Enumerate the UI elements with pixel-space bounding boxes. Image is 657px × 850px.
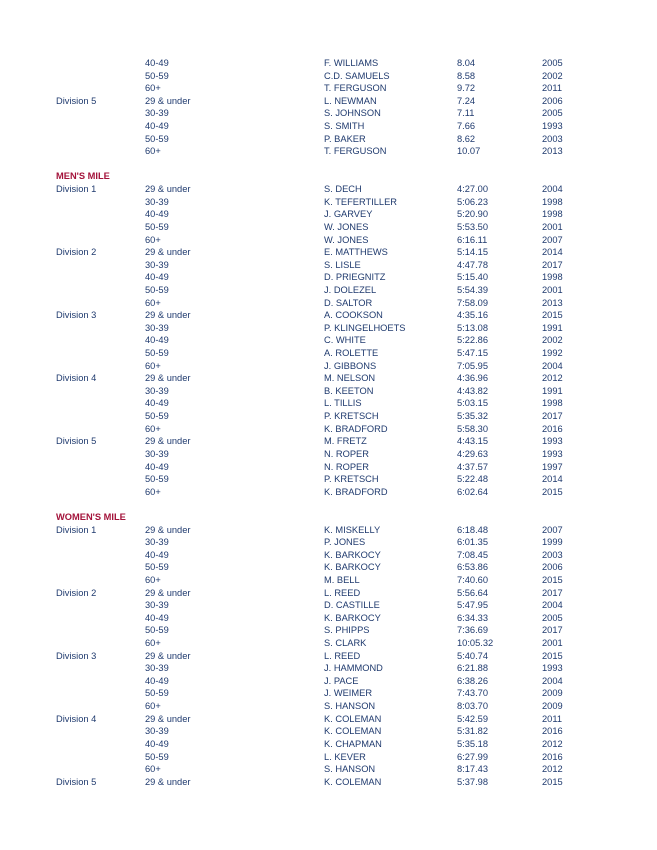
year-cell: 2006	[542, 562, 563, 573]
time-cell: 4:29.63	[457, 448, 489, 459]
age-group-cell: 40-49	[145, 675, 169, 686]
record-row	[0, 234, 657, 247]
name-cell: M. NELSON	[324, 373, 376, 384]
record-row	[0, 662, 657, 675]
record-row	[0, 133, 657, 146]
age-group-cell: 40-49	[145, 209, 169, 220]
record-row	[0, 208, 657, 221]
age-group-cell: 60+	[145, 234, 161, 245]
time-cell: 10:05.32	[457, 638, 494, 649]
age-group-cell: 60+	[145, 638, 161, 649]
name-cell: K. BRADFORD	[324, 486, 388, 497]
name-cell: M. FRETZ	[324, 436, 367, 447]
time-cell: 5:37.98	[457, 776, 489, 787]
age-group-cell: 29 & under	[145, 776, 191, 787]
age-group-cell: 29 & under	[145, 713, 191, 724]
division-cell: Division 5	[56, 95, 97, 106]
record-row	[0, 145, 657, 158]
name-cell: J. PACE	[324, 675, 359, 686]
time-cell: 9.72	[457, 83, 476, 94]
age-group-cell: 40-49	[145, 549, 169, 560]
record-row	[0, 196, 657, 209]
time-cell: 4:43.82	[457, 385, 489, 396]
division-cell: Division 5	[56, 776, 97, 787]
year-cell: 2005	[542, 58, 563, 68]
year-cell: 2014	[542, 247, 563, 258]
age-group-cell: 60+	[145, 423, 161, 434]
year-cell: 2017	[542, 411, 563, 422]
name-cell: S. JOHNSON	[324, 108, 381, 119]
time-cell: 5:13.08	[457, 322, 489, 333]
name-cell: K. COLEMAN	[324, 776, 382, 787]
year-cell: 2009	[542, 688, 563, 699]
age-group-cell: 60+	[145, 146, 161, 157]
name-cell: J. GARVEY	[324, 209, 373, 220]
name-cell: C.D. SAMUELS	[324, 70, 390, 81]
division-cell: Division 2	[56, 587, 97, 598]
division-cell: Division 1	[56, 184, 97, 195]
record-row	[0, 536, 657, 549]
year-cell: 2006	[542, 95, 563, 106]
year-cell: 2002	[542, 335, 563, 346]
age-group-cell: 60+	[145, 360, 161, 371]
record-row	[0, 751, 657, 764]
time-cell: 4:36.96	[457, 373, 489, 384]
record-row	[0, 435, 657, 448]
time-cell: 7:08.45	[457, 549, 489, 560]
year-cell: 1998	[542, 196, 563, 207]
time-cell: 5:22.86	[457, 335, 489, 346]
record-row	[0, 410, 657, 423]
time-cell: 5:31.82	[457, 726, 489, 737]
record-row	[0, 574, 657, 587]
record-row	[0, 120, 657, 133]
age-group-cell: 50-59	[145, 474, 169, 485]
time-cell: 10.07	[457, 146, 481, 157]
name-cell: L. NEWMAN	[324, 95, 377, 106]
time-cell: 8:17.43	[457, 764, 489, 775]
age-group-cell: 29 & under	[145, 587, 191, 598]
time-cell: 7:40.60	[457, 574, 489, 585]
record-row	[0, 738, 657, 751]
record-row	[0, 549, 657, 562]
record-row	[0, 725, 657, 738]
time-cell: 8:03.70	[457, 701, 489, 712]
record-row	[0, 82, 657, 95]
year-cell: 2013	[542, 297, 563, 308]
year-cell: 2012	[542, 764, 563, 775]
record-row	[0, 246, 657, 259]
age-group-cell: 30-39	[145, 259, 169, 270]
record-row	[0, 271, 657, 284]
name-cell: K. MISKELLY	[324, 524, 381, 535]
age-group-cell: 29 & under	[145, 436, 191, 447]
record-row	[0, 183, 657, 196]
name-cell: A. COOKSON	[324, 310, 383, 321]
record-row	[0, 309, 657, 322]
age-group-cell: 60+	[145, 486, 161, 497]
name-cell: W. JONES	[324, 221, 369, 232]
name-cell: K. BARKOCY	[324, 549, 381, 560]
record-row	[0, 347, 657, 360]
year-cell: 2001	[542, 284, 563, 295]
name-cell: K. BARKOCY	[324, 562, 381, 573]
year-cell: 1998	[542, 272, 563, 283]
name-cell: K. COLEMAN	[324, 713, 382, 724]
year-cell: 2004	[542, 600, 563, 611]
division-cell: Division 1	[56, 524, 97, 535]
record-row	[0, 385, 657, 398]
time-cell: 5:56.64	[457, 587, 489, 598]
name-cell: S. DECH	[324, 184, 362, 195]
year-cell: 2005	[542, 612, 563, 623]
age-group-cell: 30-39	[145, 108, 169, 119]
age-group-cell: 40-49	[145, 335, 169, 346]
name-cell: L. REED	[324, 587, 361, 598]
time-cell: 4:35.16	[457, 310, 489, 321]
record-row	[0, 763, 657, 776]
name-cell: P. KLINGELHOETS	[324, 322, 406, 333]
name-cell: F. WILLIAMS	[324, 58, 379, 68]
name-cell: S. HANSON	[324, 701, 376, 712]
year-cell: 1997	[542, 461, 563, 472]
age-group-cell: 40-49	[145, 121, 169, 132]
name-cell: S. HANSON	[324, 764, 376, 775]
age-group-cell: 50-59	[145, 133, 169, 144]
name-cell: K. BRADFORD	[324, 423, 388, 434]
time-cell: 6:21.88	[457, 663, 489, 674]
time-cell: 6:38.26	[457, 675, 489, 686]
age-group-cell: 30-39	[145, 600, 169, 611]
age-group-cell: 29 & under	[145, 95, 191, 106]
age-group-cell: 30-39	[145, 726, 169, 737]
record-row	[0, 461, 657, 474]
time-cell: 5:58.30	[457, 423, 489, 434]
record-row	[0, 423, 657, 436]
year-cell: 2013	[542, 146, 563, 157]
time-cell: 7.11	[457, 108, 475, 119]
name-cell: K. BARKOCY	[324, 612, 381, 623]
time-cell: 6:27.99	[457, 751, 489, 762]
record-row	[0, 70, 657, 83]
time-cell: 5:35.32	[457, 411, 489, 422]
name-cell: J. DOLEZEL	[324, 284, 377, 295]
year-cell: 1998	[542, 209, 563, 220]
age-group-cell: 50-59	[145, 284, 169, 295]
year-cell: 2017	[542, 625, 563, 636]
record-row	[0, 713, 657, 726]
time-cell: 4:37.57	[457, 461, 489, 472]
record-row	[0, 650, 657, 663]
age-group-cell: 30-39	[145, 322, 169, 333]
record-row	[0, 637, 657, 650]
time-cell: 6:34.33	[457, 612, 489, 623]
age-group-cell: 50-59	[145, 625, 169, 636]
time-cell: 8.04	[457, 58, 476, 68]
section-heading	[0, 170, 657, 183]
record-row	[0, 524, 657, 537]
year-cell: 2001	[542, 638, 563, 649]
name-cell: B. KEETON	[324, 385, 374, 396]
record-row	[0, 107, 657, 120]
year-cell: 1999	[542, 537, 563, 548]
age-group-cell: 40-49	[145, 461, 169, 472]
year-cell: 2001	[542, 221, 563, 232]
time-cell: 4:47.78	[457, 259, 489, 270]
name-cell: S. PHIPPS	[324, 625, 370, 636]
record-row	[0, 334, 657, 347]
age-group-cell: 50-59	[145, 411, 169, 422]
record-row	[0, 612, 657, 625]
time-cell: 6:18.48	[457, 524, 489, 535]
name-cell: P. JONES	[324, 537, 366, 548]
time-cell: 6:16.11	[457, 234, 488, 245]
year-cell: 2004	[542, 184, 563, 195]
year-cell: 1993	[542, 663, 563, 674]
age-group-cell: 60+	[145, 701, 161, 712]
age-group-cell: 30-39	[145, 196, 169, 207]
time-cell: 5:06.23	[457, 196, 489, 207]
record-row	[0, 675, 657, 688]
name-cell: L. REED	[324, 650, 361, 661]
section-spacer	[0, 498, 657, 511]
time-cell: 5:15.40	[457, 272, 489, 283]
name-cell: T. FERGUSON	[324, 83, 387, 94]
name-cell: A. ROLETTE	[324, 348, 379, 359]
age-group-cell: 50-59	[145, 221, 169, 232]
year-cell: 2016	[542, 726, 563, 737]
age-group-cell: 40-49	[145, 398, 169, 409]
time-cell: 7.66	[457, 121, 476, 132]
name-cell: C. WHITE	[324, 335, 366, 346]
name-cell: S. SMITH	[324, 121, 365, 132]
year-cell: 1992	[542, 348, 563, 359]
division-cell: Division 3	[56, 650, 97, 661]
time-cell: 6:53.86	[457, 562, 489, 573]
time-cell: 8.62	[457, 133, 476, 144]
name-cell: J. WEIMER	[324, 688, 373, 699]
age-group-cell: 40-49	[145, 612, 169, 623]
name-cell: K. TEFERTILLER	[324, 196, 398, 207]
record-row	[0, 687, 657, 700]
division-cell: Division 4	[56, 373, 97, 384]
name-cell: E. MATTHEWS	[324, 247, 388, 258]
name-cell: D. PRIEGNITZ	[324, 272, 386, 283]
time-cell: 5:47.15	[457, 348, 489, 359]
time-cell: 5:35.18	[457, 738, 489, 749]
record-row	[0, 486, 657, 499]
year-cell: 2014	[542, 474, 563, 485]
section-heading-text: MEN'S MILE	[56, 171, 110, 182]
time-cell: 5:03.15	[457, 398, 489, 409]
age-group-cell: 29 & under	[145, 524, 191, 535]
year-cell: 2003	[542, 133, 563, 144]
record-row	[0, 360, 657, 373]
year-cell: 2016	[542, 423, 563, 434]
year-cell: 2007	[542, 524, 563, 535]
record-row	[0, 372, 657, 385]
year-cell: 2017	[542, 587, 563, 598]
division-cell: Division 2	[56, 247, 97, 258]
section-spacer	[0, 158, 657, 171]
age-group-cell: 50-59	[145, 562, 169, 573]
year-cell: 2007	[542, 234, 563, 245]
name-cell: P. BAKER	[324, 133, 366, 144]
record-row	[0, 587, 657, 600]
time-cell: 5:40.74	[457, 650, 489, 661]
section-heading-text: WOMEN'S MILE	[56, 511, 126, 522]
name-cell: J. GIBBONS	[324, 360, 377, 371]
name-cell: S. CLARK	[324, 638, 367, 649]
year-cell: 2011	[542, 713, 562, 724]
year-cell: 2016	[542, 751, 563, 762]
age-group-cell: 29 & under	[145, 247, 191, 258]
name-cell: S. LISLE	[324, 259, 361, 270]
record-row	[0, 397, 657, 410]
age-group-cell: 30-39	[145, 448, 169, 459]
time-cell: 5:14.15	[457, 247, 489, 258]
age-group-cell: 30-39	[145, 537, 169, 548]
year-cell: 2012	[542, 738, 563, 749]
name-cell: N. ROPER	[324, 461, 369, 472]
name-cell: D. SALTOR	[324, 297, 373, 308]
record-row	[0, 57, 657, 70]
year-cell: 2003	[542, 549, 563, 560]
time-cell: 7:05.95	[457, 360, 489, 371]
time-cell: 5:22.48	[457, 474, 489, 485]
time-cell: 7:43.70	[457, 688, 489, 699]
time-cell: 6:01.35	[457, 537, 489, 548]
year-cell: 2004	[542, 360, 563, 371]
year-cell: 1991	[542, 385, 563, 396]
record-row	[0, 95, 657, 108]
record-row	[0, 473, 657, 486]
division-cell: Division 4	[56, 713, 97, 724]
year-cell: 2005	[542, 108, 563, 119]
age-group-cell: 50-59	[145, 751, 169, 762]
record-row	[0, 322, 657, 335]
age-group-cell: 50-59	[145, 688, 169, 699]
age-group-cell: 40-49	[145, 58, 169, 68]
age-group-cell: 29 & under	[145, 310, 191, 321]
time-cell: 4:27.00	[457, 184, 489, 195]
division-cell: Division 3	[56, 310, 97, 321]
age-group-cell: 60+	[145, 574, 161, 585]
year-cell: 2009	[542, 701, 563, 712]
time-cell: 5:47.95	[457, 600, 489, 611]
year-cell: 2015	[542, 776, 563, 787]
year-cell: 1998	[542, 398, 563, 409]
year-cell: 2012	[542, 373, 563, 384]
name-cell: D. CASTILLE	[324, 600, 380, 611]
age-group-cell: 29 & under	[145, 184, 191, 195]
year-cell: 2015	[542, 486, 563, 497]
section-heading	[0, 511, 657, 524]
record-row	[0, 561, 657, 574]
age-group-cell: 29 & under	[145, 650, 191, 661]
name-cell: P. KRETSCH	[324, 474, 379, 485]
age-group-cell: 60+	[145, 83, 161, 94]
record-row	[0, 776, 657, 789]
name-cell: K. COLEMAN	[324, 726, 382, 737]
name-cell: J. HAMMOND	[324, 663, 383, 674]
year-cell: 2017	[542, 259, 563, 270]
division-cell: Division 5	[56, 436, 97, 447]
record-row	[0, 259, 657, 272]
record-row	[0, 624, 657, 637]
time-cell: 5:42.59	[457, 713, 489, 724]
name-cell: M. BELL	[324, 574, 360, 585]
year-cell: 2015	[542, 650, 563, 661]
age-group-cell: 60+	[145, 764, 161, 775]
time-cell: 5:53.50	[457, 221, 489, 232]
name-cell: W. JONES	[324, 234, 369, 245]
year-cell: 2015	[542, 574, 563, 585]
time-cell: 5:54.39	[457, 284, 489, 295]
age-group-cell: 30-39	[145, 663, 169, 674]
name-cell: N. ROPER	[324, 448, 369, 459]
year-cell: 2004	[542, 675, 563, 686]
year-cell: 2002	[542, 70, 563, 81]
age-group-cell: 40-49	[145, 738, 169, 749]
age-group-cell: 60+	[145, 297, 161, 308]
name-cell: L. KEVER	[324, 751, 366, 762]
time-cell: 7:36.69	[457, 625, 489, 636]
name-cell: K. CHAPMAN	[324, 738, 382, 749]
age-group-cell: 29 & under	[145, 373, 191, 384]
year-cell: 2015	[542, 310, 563, 321]
time-cell: 6:02.64	[457, 486, 489, 497]
age-group-cell: 30-39	[145, 385, 169, 396]
name-cell: P. KRETSCH	[324, 411, 379, 422]
record-row	[0, 599, 657, 612]
record-row	[0, 297, 657, 310]
record-row	[0, 284, 657, 297]
year-cell: 1991	[542, 322, 563, 333]
time-cell: 7.24	[457, 95, 476, 106]
year-cell: 2011	[542, 83, 562, 94]
name-cell: L. TILLIS	[324, 398, 362, 409]
time-cell: 8.58	[457, 70, 476, 81]
name-cell: T. FERGUSON	[324, 146, 387, 157]
age-group-cell: 50-59	[145, 70, 169, 81]
time-cell: 5:20.90	[457, 209, 489, 220]
record-row	[0, 221, 657, 234]
age-group-cell: 40-49	[145, 272, 169, 283]
records-document	[0, 57, 657, 788]
time-cell: 4:43.15	[457, 436, 489, 447]
time-cell: 7:58.09	[457, 297, 489, 308]
year-cell: 1993	[542, 448, 563, 459]
year-cell: 1993	[542, 121, 563, 132]
record-row	[0, 700, 657, 713]
year-cell: 1993	[542, 436, 563, 447]
age-group-cell: 50-59	[145, 348, 169, 359]
record-row	[0, 448, 657, 461]
